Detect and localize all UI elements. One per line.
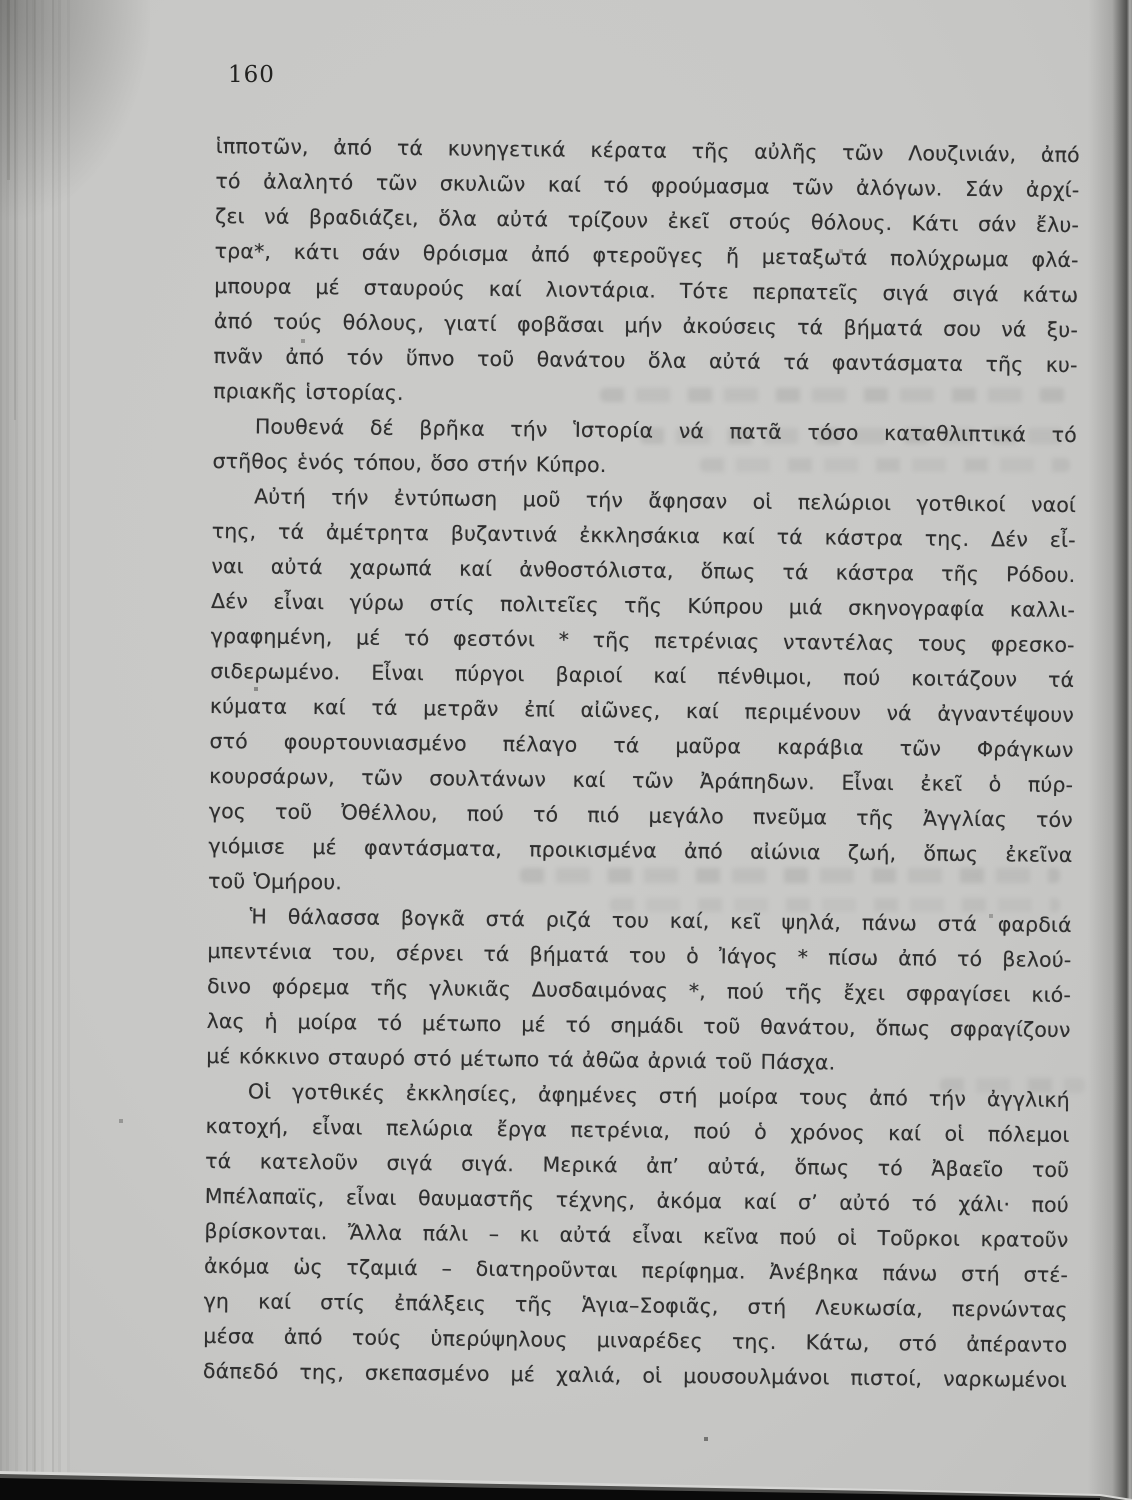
text-line: γη καί στίς ἐπάλξεις τῆς Ἁγια–Σοφιᾶς, στή Λευκωσία, περνώντας <box>203 1288 1068 1322</box>
text-block <box>203 129 1080 1398</box>
text-line: γος τοῦ Ὀθέλλου, πού τό πιό μεγάλο πνεῦμα τῆς Ἀγγλίας τόν <box>208 798 1073 833</box>
text-line: τοῦ Ὁμήρου. <box>207 868 343 895</box>
text-line: της, τά ἀμέτρητα βυζαντινά ἐκκλησάκια καί τά κάστρα της. Δέν εἶ- <box>211 518 1076 553</box>
text-line: ἀκόμα ὡς τζαμιά – διατηροῦνται περίφημα. Ἀνέβηκα πάνω στή στέ- <box>203 1253 1069 1287</box>
text-line: τά κατελοῦν σιγά σιγά. Μερικά ἀπ’ αὐτά, ὅπως τό Ἀβαεῖο τοῦ <box>205 1148 1070 1182</box>
text-line: Ἡ θάλασσα βογκᾶ στά ριζά του καί, κεῖ ψηλά, πάνω στά φαρδιά <box>249 904 1072 938</box>
text-line: τρα*, κάτι σάν θρόισμα ἀπό φτεροῦγες ἤ μεταξωτά πολύχρωμα φλά- <box>214 238 1079 273</box>
text-line: Οἱ γοτθικές ἐκκλησίες, ἀφημένες στή μοίρα τους ἀπό τήν ἀγγλική <box>247 1079 1071 1112</box>
corner-shadow <box>0 0 150 220</box>
text-line: βρίσκονται. Ἄλλα πάλι – κι αὐτά εἶναι κεῖνα πού οἱ Τοῦρκοι κρατοῦν <box>204 1218 1069 1252</box>
text-line: κύματα καί τά μετρᾶν ἐπί αἰῶνες, καί περιμένουν νά ἀγναντέψουν <box>209 693 1075 728</box>
text-line: ἀπό τούς θόλους, γιατί φοβᾶσαι μήν ἀκούσεις τά βήματά σου νά ξυ- <box>213 308 1079 343</box>
text-line: γιόμισε μέ φαντάσματα, προικισμένα ἀπό αἰώνια ζωή, ὅπως ἐκεῖνα <box>208 833 1073 868</box>
text-line: ζει νά βραδιάζει, ὅλα αὐτά τρίζουν ἐκεῖ στούς θόλους. Κάτι σάν ἔλυ- <box>214 203 1080 238</box>
page-number: 160 <box>228 62 275 88</box>
text-line: μέ κόκκινο σταυρό στό μέτωπο τά ἀθῶα ἀρνιά τοῦ Πάσχα. <box>206 1043 836 1075</box>
text-line: δινο φόρεμα τῆς γλυκιᾶς Δυσδαιμόνας *, πού τῆς ἔχει σφραγίσει κιό- <box>206 973 1072 1007</box>
text-line: στό φουρτουνιασμένο πέλαγο τά μαῦρα καράβια τῶν Φράγκων <box>209 728 1074 763</box>
text-line: πνᾶν ἀπό τόν ὕπνο τοῦ θανάτου ὅλα αὐτά τά φαντάσματα τῆς κυ- <box>213 343 1078 378</box>
text-line: στῆθος ἑνός τόπου, ὅσο στήν Κύπρο. <box>212 448 607 478</box>
scan-right-edge <box>1088 0 1132 1500</box>
text-line: Πουθενά δέ βρῆκα τήν Ἱστορία νά πατᾶ τόσο καταθλιπτικά τό <box>254 414 1077 448</box>
dust-specks <box>0 0 2 2</box>
text-line: Αὐτή τήν ἐντύπωση μοῦ τήν ἄφησαν οἱ πελώριοι γοτθικοί ναοί <box>254 484 1077 518</box>
text-line: μπεντένια του, σέρνει τά βήματά του ὁ Ἰάγος * πίσω ἀπό τό βελού- <box>207 938 1072 973</box>
page-edge-line <box>34 0 36 1500</box>
text-line: γραφημένη, μέ τό φεστόνι * τῆς πετρένιας νταντέλας τους φρεσκο- <box>210 623 1075 658</box>
text-line: Δέν εἶναι γύρω στίς πολιτεῖες τῆς Κύπρου μιά σκηνογραφία καλλι- <box>210 588 1076 623</box>
text-line: κατοχή, εἶναι πελώρια ἔργα πετρένια, πού ὁ χρόνος καί οἱ πόλεμοι <box>205 1113 1070 1147</box>
text-line: Μπέλαπαϊς, εἶναι θαυμαστῆς τέχνης, ἀκόμα καί σ’ αὐτό τό χάλι· πού <box>204 1183 1069 1217</box>
text-line: ναι αὐτά χαρωπά καί ἀνθοστόλιστα, ὅπως τά κάστρα τῆς Ρόδου. <box>211 553 1076 588</box>
text-line: μπουρα μέ σταυρούς καί λιοντάρια. Τότε περπατεῖς σιγά σιγά κάτω <box>214 273 1079 308</box>
text-line: ἱπποτῶν, ἀπό τά κυνηγετικά κέρατα τῆς αὐλῆς τῶν Λουζινιάν, ἀπό <box>215 133 1080 168</box>
text-line: κουρσάρων, τῶν σουλτάνων καί τῶν Ἀράπηδων. Εἶναι ἐκεῖ ὁ πύρ- <box>209 763 1074 798</box>
text-line: μέσα ἀπό τούς ὑπερύψηλους μιναρέδες της. Κάτω, στό ἀπέραντο <box>203 1323 1068 1357</box>
text-line: δάπεδό της, σκεπασμένο μέ χαλιά, οἱ μουσουλμάνοι πιστοί, ναρκωμένοι <box>202 1358 1068 1392</box>
text-line: λας ἡ μοίρα τό μέτωπο μέ τό σημάδι τοῦ θανάτου, ὅπως σφραγίζουν <box>206 1008 1071 1042</box>
text-line: σιδερωμένο. Εἶναι πύργοι βαριοί καί πένθιμοι, πού κοιτάζουν τά <box>210 658 1075 693</box>
text-line: τό ἀλαλητό τῶν σκυλιῶν καί τό φρούμασμα τῶν ἀλόγων. Σάν ἀρχί- <box>215 168 1080 203</box>
text-line: πριακῆς ἱστορίας. <box>213 378 404 405</box>
